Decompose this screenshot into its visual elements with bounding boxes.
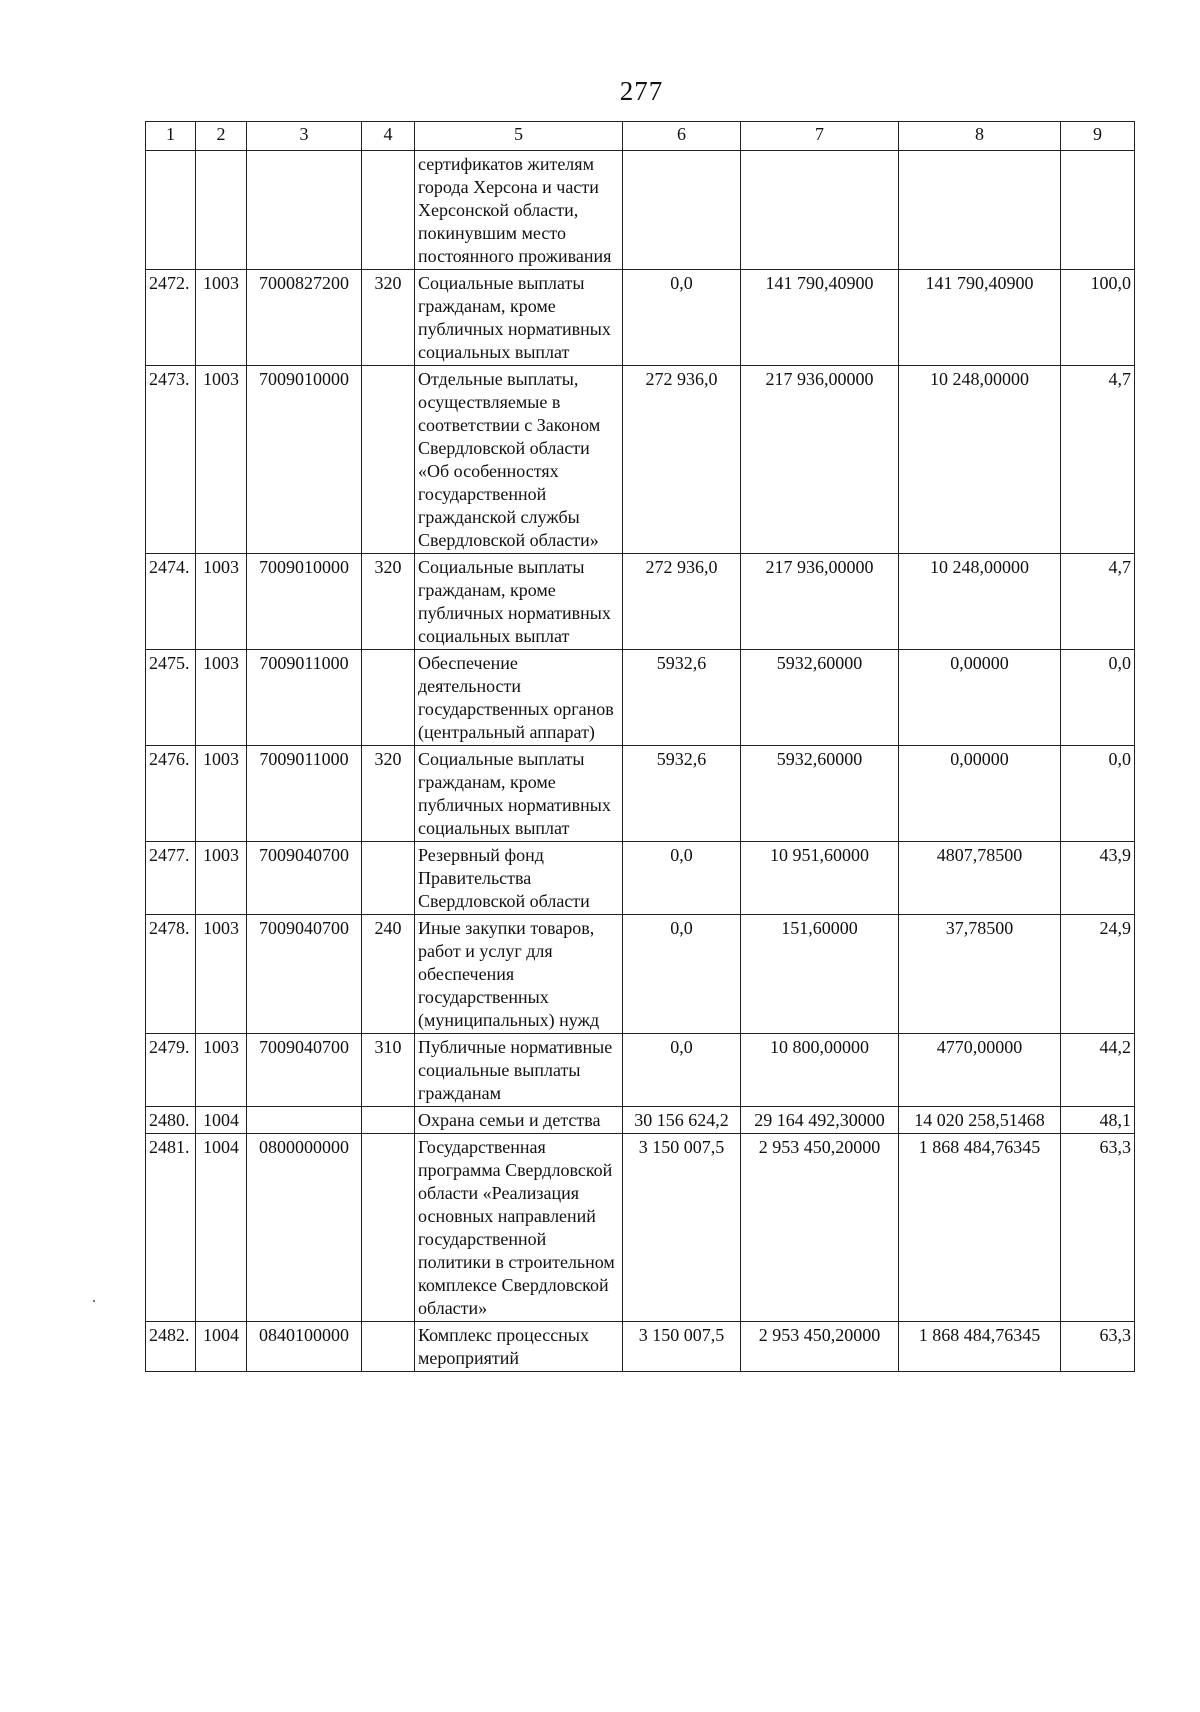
row-number: 2479. [146, 1034, 196, 1107]
target-article-code: 7009010000 [247, 366, 362, 554]
table-row [146, 915, 1135, 1034]
header-cell: 7 [741, 122, 899, 151]
target-article-code [247, 151, 362, 270]
expense-type-code [362, 366, 415, 554]
amount-executed: 4770,00000 [899, 1034, 1061, 1107]
amount-plan: 151,60000 [741, 915, 899, 1034]
table-row [146, 1034, 1135, 1107]
section-code: 1004 [196, 1134, 247, 1322]
amount-approved: 0,0 [623, 842, 741, 915]
amount-executed: 4807,78500 [899, 842, 1061, 915]
amount-approved: 0,0 [623, 270, 741, 366]
expense-type-code: 320 [362, 270, 415, 366]
amount-approved: 3 150 007,5 [623, 1134, 741, 1322]
amount-plan: 5932,60000 [741, 650, 899, 746]
execution-percent: 44,2 [1061, 1034, 1135, 1107]
target-article-code: 7009011000 [247, 746, 362, 842]
item-name: Государственная программа Свердловской области «Реализация основных направлений государственной политики в строительном комплексе Свердловской области» [415, 1134, 623, 1322]
section-code: 1003 [196, 554, 247, 650]
execution-percent: 63,3 [1061, 1134, 1135, 1322]
amount-approved: 272 936,0 [623, 554, 741, 650]
page-number: 277 [619, 76, 664, 106]
table-row [146, 366, 1135, 554]
row-number: 2473. [146, 366, 196, 554]
amount-plan [741, 151, 899, 270]
amount-executed: 37,78500 [899, 915, 1061, 1034]
row-number [146, 151, 196, 270]
item-name: Социальные выплаты гражданам, кроме публичных нормативных социальных выплат [415, 554, 623, 650]
amount-approved: 30 156 624,2 [623, 1107, 741, 1134]
item-name: Комплекс процессных мероприятий [415, 1322, 623, 1372]
table-row [146, 1322, 1135, 1372]
row-number: 2482. [146, 1322, 196, 1372]
row-number: 2475. [146, 650, 196, 746]
amount-approved: 272 936,0 [623, 366, 741, 554]
expense-type-code [362, 151, 415, 270]
amount-executed: 1 868 484,76345 [899, 1134, 1061, 1322]
amount-plan: 141 790,40900 [741, 270, 899, 366]
row-number: 2472. [146, 270, 196, 366]
header-cell: 8 [899, 122, 1061, 151]
item-name: Социальные выплаты гражданам, кроме публичных нормативных социальных выплат [415, 746, 623, 842]
amount-plan: 2 953 450,20000 [741, 1134, 899, 1322]
section-code: 1004 [196, 1107, 247, 1134]
amount-plan: 10 951,60000 [741, 842, 899, 915]
amount-executed: 14 020 258,51468 [899, 1107, 1061, 1134]
section-code: 1003 [196, 366, 247, 554]
amount-approved: 3 150 007,5 [623, 1322, 741, 1372]
row-number: 2476. [146, 746, 196, 842]
amount-approved: 5932,6 [623, 650, 741, 746]
amount-executed: 0,00000 [899, 746, 1061, 842]
target-article-code: 7009040700 [247, 842, 362, 915]
header-cell: 2 [196, 122, 247, 151]
expense-type-code: 310 [362, 1034, 415, 1107]
target-article-code: 7009011000 [247, 650, 362, 746]
section-code: 1003 [196, 915, 247, 1034]
section-code [196, 151, 247, 270]
amount-approved [623, 151, 741, 270]
item-name: Обеспечение деятельности государственных органов (центральный аппарат) [415, 650, 623, 746]
table-body [146, 151, 1135, 1372]
table-row [146, 1134, 1135, 1322]
execution-percent: 4,7 [1061, 366, 1135, 554]
expense-type-code: 320 [362, 554, 415, 650]
amount-approved: 5932,6 [623, 746, 741, 842]
item-name: Отдельные выплаты, осуществляемые в соответствии с Законом Свердловской области «Об особенностях государственной гражданской службы Свердловской области» [415, 366, 623, 554]
target-article-code: 7009040700 [247, 915, 362, 1034]
row-number: 2478. [146, 915, 196, 1034]
item-name: Социальные выплаты гражданам, кроме публичных нормативных социальных выплат [415, 270, 623, 366]
budget-table [145, 121, 1135, 1372]
amount-executed: 1 868 484,76345 [899, 1322, 1061, 1372]
item-name: Охрана семьи и детства [415, 1107, 623, 1134]
header-cell: 9 [1061, 122, 1135, 151]
item-name: Резервный фонд Правительства Свердловской области [415, 842, 623, 915]
header-cell: 4 [362, 122, 415, 151]
table-row [146, 746, 1135, 842]
execution-percent: 0,0 [1061, 650, 1135, 746]
amount-plan: 2 953 450,20000 [741, 1322, 899, 1372]
row-number: 2474. [146, 554, 196, 650]
target-article-code: 7000827200 [247, 270, 362, 366]
row-number: 2480. [146, 1107, 196, 1134]
item-name: Публичные нормативные социальные выплаты гражданам [415, 1034, 623, 1107]
execution-percent: 4,7 [1061, 554, 1135, 650]
expense-type-code [362, 1134, 415, 1322]
table-row [146, 554, 1135, 650]
amount-plan: 5932,60000 [741, 746, 899, 842]
table-row [146, 270, 1135, 366]
target-article-code: 7009040700 [247, 1034, 362, 1107]
header-cell: 6 [623, 122, 741, 151]
target-article-code: 7009010000 [247, 554, 362, 650]
expense-type-code: 320 [362, 746, 415, 842]
row-number: 2477. [146, 842, 196, 915]
target-article-code: 0840100000 [247, 1322, 362, 1372]
section-code: 1003 [196, 1034, 247, 1107]
expense-type-code [362, 842, 415, 915]
section-code: 1003 [196, 746, 247, 842]
target-article-code [247, 1107, 362, 1134]
amount-executed: 141 790,40900 [899, 270, 1061, 366]
header-cell: 3 [247, 122, 362, 151]
expense-type-code [362, 650, 415, 746]
expense-type-code [362, 1322, 415, 1372]
amount-executed: 0,00000 [899, 650, 1061, 746]
table-row [146, 151, 1135, 270]
amount-executed: 10 248,00000 [899, 366, 1061, 554]
amount-approved: 0,0 [623, 1034, 741, 1107]
header-cell: 1 [146, 122, 196, 151]
amount-plan: 217 936,00000 [741, 554, 899, 650]
section-code: 1003 [196, 270, 247, 366]
section-code: 1003 [196, 842, 247, 915]
item-name: сертификатов жителям города Херсона и части Херсонской области, покинувшим место постоянного проживания [415, 151, 623, 270]
amount-plan: 10 800,00000 [741, 1034, 899, 1107]
execution-percent: 43,9 [1061, 842, 1135, 915]
table-row [146, 650, 1135, 746]
amount-plan: 29 164 492,30000 [741, 1107, 899, 1134]
target-article-code: 0800000000 [247, 1134, 362, 1322]
amount-executed [899, 151, 1061, 270]
table-row [146, 1107, 1135, 1134]
execution-percent: 24,9 [1061, 915, 1135, 1034]
item-name: Иные закупки товаров, работ и услуг для обеспечения государственных (муниципальных) нужд [415, 915, 623, 1034]
table-row [146, 842, 1135, 915]
execution-percent: 63,3 [1061, 1322, 1135, 1372]
row-number: 2481. [146, 1134, 196, 1322]
header-cell: 5 [415, 122, 623, 151]
execution-percent: 100,0 [1061, 270, 1135, 366]
section-code: 1004 [196, 1322, 247, 1372]
execution-percent: 0,0 [1061, 746, 1135, 842]
expense-type-code [362, 1107, 415, 1134]
expense-type-code: 240 [362, 915, 415, 1034]
amount-plan: 217 936,00000 [741, 366, 899, 554]
scan-speck [93, 1300, 95, 1302]
execution-percent: 48,1 [1061, 1107, 1135, 1134]
amount-executed: 10 248,00000 [899, 554, 1061, 650]
amount-approved: 0,0 [623, 915, 741, 1034]
column-number-header [146, 122, 1135, 151]
execution-percent [1061, 151, 1135, 270]
section-code: 1003 [196, 650, 247, 746]
